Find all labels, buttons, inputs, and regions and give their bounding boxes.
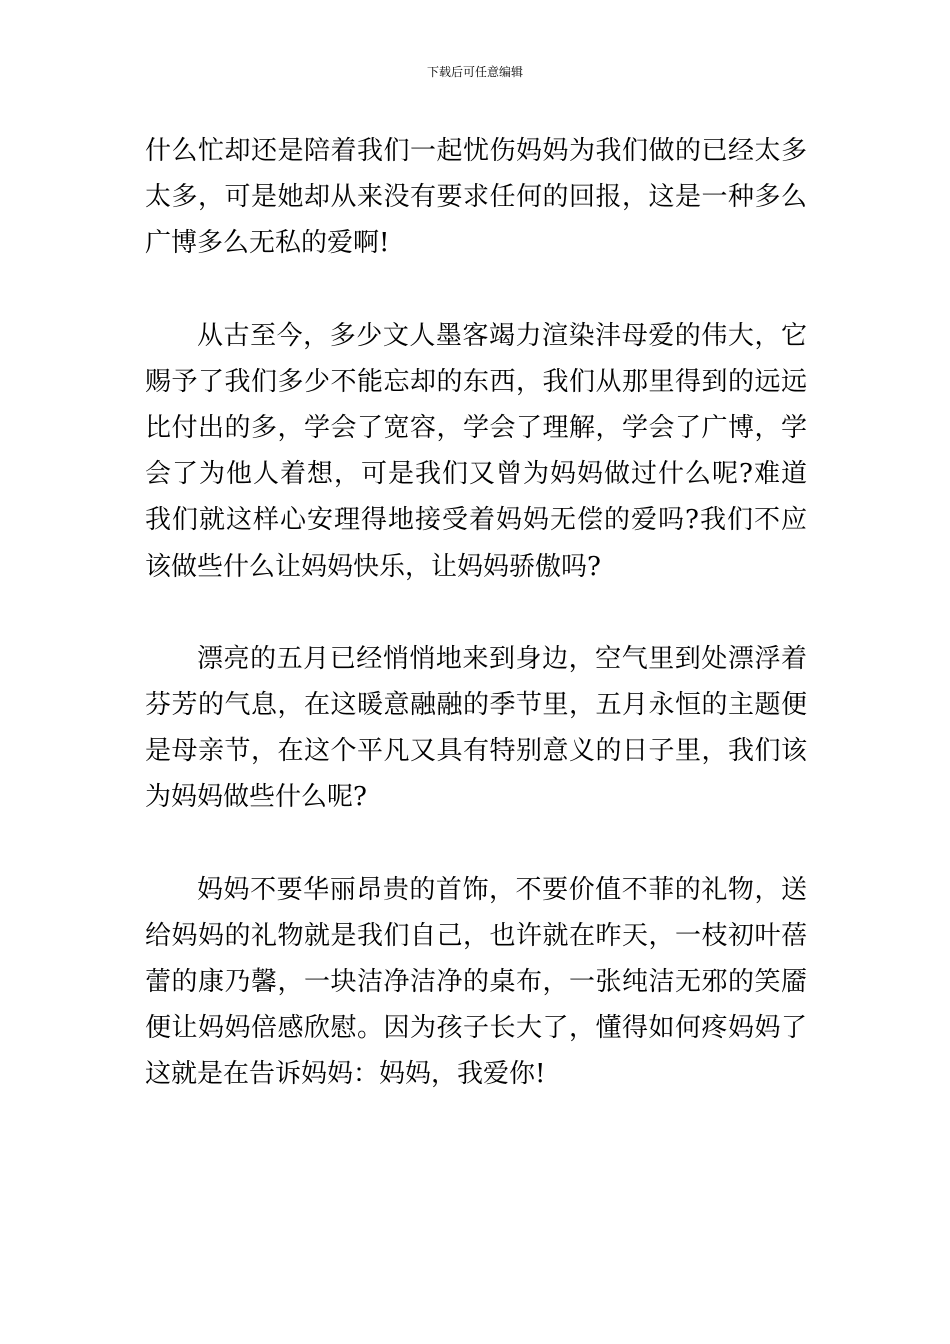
paragraph-line: 赐予了我们多少不能忘却的东西，我们从那里得到的远远 [145, 366, 807, 397]
paragraph-line: 会了为他人着想，可是我们又曾为妈妈做过什么呢?难道我 [145, 459, 807, 536]
paragraph-line: 太多，可是她却从来没有要求任何的回报，这是一种多么 [145, 182, 807, 213]
paragraph-line: 什么忙却还是陪着我们一起忧伤妈妈为我们做的已经太多 [145, 136, 807, 166]
paragraph-line: 些什么让妈妈快乐，让妈妈骄傲吗? [197, 551, 601, 582]
paragraph-gap [145, 267, 807, 313]
paragraph-line: 广博多么无私的爱啊! [145, 228, 390, 259]
paragraph-2 [145, 313, 807, 590]
paragraph-line: 漂亮的五月已经悄悄地来到身边，空气里到处漂浮着 [197, 643, 807, 674]
paragraph-line: 是母亲节，在这个平凡又具有特别意义的日子里，我们该 [145, 736, 807, 767]
paragraph-line: 蕾的康乃馨，一块洁净洁净的桌布，一张纯洁无邪的笑靥 [145, 967, 807, 998]
document-body [145, 128, 807, 1098]
paragraph-gap [145, 821, 807, 867]
paragraph-line: 为妈妈做些什么呢? [145, 782, 367, 813]
paragraph-3 [145, 636, 807, 821]
paragraph-line: 芬芳的气息，在这暖意融融的季节里，五月永恒的主题便 [145, 690, 807, 721]
paragraph-4 [145, 867, 807, 1098]
paragraph-line: 这就是在告诉妈妈：妈妈，我爱你! [145, 1059, 546, 1090]
paragraph-line: 便让妈妈倍感欣慰。因为孩子长大了，懂得如何疼妈妈了 [145, 1013, 807, 1044]
paragraph-line: 们就这样心安理得地接受着妈妈无偿的爱吗?我们不应该做 [145, 505, 807, 582]
paragraph-line: 比付出的多，学会了宽容，学会了理解，学会了广博，学 [145, 413, 807, 444]
paragraph-1 [145, 128, 807, 267]
paragraph-gap [145, 590, 807, 636]
page-header: 下载后可任意编辑 [426, 65, 523, 79]
paragraph-line: 妈妈不要华丽昂贵的首饰，不要价值不菲的礼物，送 [197, 874, 807, 905]
paragraph-line: 从古至今，多少文人墨客竭力渲染沣母爱的伟大，它 [197, 320, 807, 351]
paragraph-line: 给妈妈的礼物就是我们自己，也许就在昨天，一枝初叶蓓 [145, 920, 807, 951]
